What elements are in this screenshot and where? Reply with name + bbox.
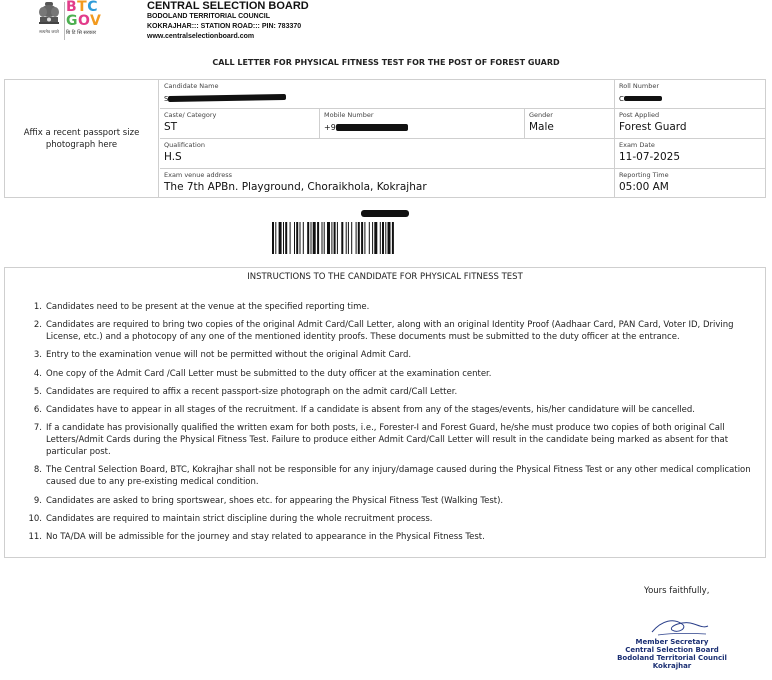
barcode-bar	[369, 222, 370, 254]
logo-divider	[64, 2, 65, 40]
instruction-number: 11.	[28, 531, 42, 542]
barcode-number-redacted	[361, 210, 409, 217]
venue-cell	[160, 169, 615, 197]
instruction-text: The Central Selection Board, BTC, Kokrajhar shall not be responsible for any injury/damage caused during the Physical Fitness Test or any other medical complication caused due to any pre-existing medical condition.	[46, 465, 751, 488]
caste-value: ST	[164, 121, 178, 133]
instruction-text: Candidates have to appear in all stages of the recruitment. If a candidate is absent from any of the stages/events, his/her candidature will be cancelled.	[46, 404, 695, 415]
instruction-text: No TA/DA will be admissible for the journey and stay related to appearance in the Physical Fitness Test.	[46, 531, 485, 542]
instruction-item	[5, 422, 765, 458]
mobile-value	[324, 121, 520, 134]
stamp-board: Central Selection Board	[625, 646, 719, 654]
emblem-caption: सत्यमेव जयते	[39, 29, 59, 34]
reporting-time-cell	[615, 169, 766, 197]
barcode-bar	[382, 222, 384, 254]
redaction-mark	[168, 94, 286, 102]
instruction-item	[5, 404, 765, 416]
logo-gov-text	[66, 14, 101, 28]
stamp-designation: Member Secretary	[635, 638, 709, 646]
instructions-title: INSTRUCTIONS TO THE CANDIDATE FOR PHYSICAL FITNESS TEST	[247, 272, 523, 282]
instruction-text: Entry to the examination venue will not be permitted without the original Admit Card.	[46, 350, 412, 361]
barcode-bar	[374, 222, 377, 254]
qualification-label: Qualification	[164, 141, 205, 149]
instructions-panel	[4, 267, 766, 558]
barcode-bar	[372, 222, 373, 254]
logo-letter: O	[78, 13, 91, 29]
instruction-item	[5, 301, 765, 313]
qualification-cell	[160, 139, 615, 169]
barcode-bar	[313, 222, 316, 254]
redaction-mark	[624, 96, 662, 101]
instruction-item	[5, 513, 765, 525]
caste-cell	[160, 109, 320, 139]
barcode-bar	[392, 222, 394, 254]
candidate-name-text: S	[164, 95, 169, 103]
instructions-list	[5, 301, 765, 549]
instruction-text: Candidates are required to affix a recent passport-size photograph on the admit card/Call Letter.	[46, 386, 458, 397]
candidate-name-value	[164, 92, 610, 106]
barcode-bar	[296, 222, 298, 254]
barcode-bar	[380, 222, 381, 254]
venue-label: Exam venue address	[164, 171, 233, 179]
barcode-bar	[327, 222, 330, 254]
instruction-number: 4.	[33, 368, 42, 379]
reporting-time-label: Reporting Time	[619, 171, 669, 179]
organization-council: BODOLAND TERRITORIAL COUNCIL	[147, 13, 271, 20]
barcode-bar	[358, 222, 360, 254]
barcode-bar	[300, 222, 301, 254]
roll-number-text: C	[619, 95, 624, 103]
redaction-mark	[336, 124, 408, 131]
barcode-bar	[275, 222, 276, 254]
instruction-item	[5, 319, 765, 343]
stamp-place: Kokrajhar	[652, 662, 692, 670]
barcode-bar	[334, 222, 336, 254]
barcode-bar	[311, 222, 312, 254]
instruction-text: Candidates are required to bring two copies of the original Admit Card/Call Letter, along with an original Identity Proof (Aadhaar Card, PAN Card, Voter ID, Driving License, etc.) and a photocopy of any one of the mentioned identity proofs. These documents must be submitted to the duty officer at the entrance.	[46, 320, 734, 343]
roll-number-cell	[615, 80, 766, 109]
instruction-item	[5, 531, 765, 543]
barcode-bar	[290, 222, 291, 254]
mobile-label: Mobile Number	[324, 111, 374, 119]
barcode-bar	[348, 222, 349, 254]
barcode-bar	[388, 222, 391, 254]
exam-date-label: Exam Date	[619, 141, 655, 149]
photo-placeholder: Affix a recent passport size photograph here	[5, 80, 159, 197]
logo-letter: G	[66, 13, 78, 29]
barcode-bar	[307, 222, 309, 254]
logo-subtext: बि टि सि सरकार	[66, 30, 97, 36]
gender-label: Gender	[529, 111, 553, 119]
mobile-cell	[320, 109, 525, 139]
barcode-bar	[279, 222, 282, 254]
instruction-number: 6.	[33, 404, 42, 415]
signature-stamp	[604, 614, 740, 676]
barcode-bar	[303, 222, 304, 254]
instruction-item	[5, 386, 765, 398]
instruction-number: 2.	[33, 320, 42, 331]
instruction-text: Candidates need to be present at the venue at the specified reporting time.	[46, 302, 370, 312]
gender-cell	[525, 109, 615, 139]
instruction-item	[5, 464, 765, 488]
btc-gov-logo	[66, 2, 146, 40]
post-applied-label: Post Applied	[619, 111, 660, 119]
logo-letter: T	[77, 0, 88, 15]
barcode-bar	[341, 222, 343, 254]
barcode-bar	[322, 222, 323, 254]
candidate-name-label: Candidate Name	[164, 82, 219, 90]
barcode-bar	[356, 222, 357, 254]
instruction-text: One copy of the Admit Card /Call Letter must be submitted to the duty officer at the examination center.	[46, 368, 492, 379]
letterhead	[36, 0, 436, 46]
organization-block	[147, 0, 309, 42]
candidate-details-table	[4, 79, 766, 198]
instruction-number: 10.	[28, 513, 42, 524]
call-letter-title: CALL LETTER FOR PHYSICAL FITNESS TEST FOR THE POST OF FOREST GUARD	[212, 58, 560, 67]
barcode-image	[272, 222, 496, 254]
logo-btc-text	[66, 0, 98, 14]
signature-icon	[648, 614, 712, 638]
candidate-name-cell	[160, 80, 615, 109]
exam-date-value: 11-07-2025	[619, 151, 681, 163]
national-emblem-icon	[36, 0, 62, 38]
roll-number-label: Roll Number	[619, 82, 659, 90]
reporting-time-value: 05:00 AM	[619, 181, 669, 193]
logo-letter: B	[66, 0, 78, 15]
organization-address: KOKRAJHAR::: STATION ROAD::: PIN: 783370	[147, 23, 302, 30]
instruction-number: 8.	[33, 465, 42, 476]
barcode-bar	[294, 222, 295, 254]
instruction-item	[5, 495, 765, 507]
roll-number-value	[619, 92, 762, 106]
instruction-number: 5.	[33, 386, 42, 397]
organization-website: www.centralselectionboard.com	[147, 33, 255, 40]
venue-value: The 7th APBn. Playground, Choraikhola, Kokrajhar	[164, 181, 427, 193]
barcode-bar	[324, 222, 325, 254]
barcode-bar	[364, 222, 365, 254]
instruction-number: 7.	[33, 423, 42, 434]
mobile-text: +9	[324, 123, 336, 132]
instruction-text: Candidates are asked to bring sportswear, shoes etc. for appearing the Physical Fitness Test (Walking Test).	[46, 495, 504, 506]
logo-letter: C	[87, 0, 99, 15]
barcode-bar	[283, 222, 284, 254]
barcode-bar	[331, 222, 332, 254]
qualification-value: H.S	[164, 151, 182, 163]
instruction-number: 1.	[33, 302, 42, 312]
instruction-text: If a candidate has provisionally qualified the written exam for both posts, i.e., Forester-I and Forest Guard, he/she must produce two copies of both original Call Letters/Admit Cards during the Physical Fitness Test. Failure to produce either Admit Card/Call Letter will result in the candidate being marked as absent for that particular post.	[46, 423, 729, 458]
barcode-bar	[317, 222, 319, 254]
barcode-bar	[337, 222, 338, 254]
barcode-bar	[361, 222, 363, 254]
gender-value: Male	[529, 121, 554, 133]
caste-label: Caste/ Category	[164, 111, 217, 119]
logo-letter: V	[90, 13, 102, 29]
barcode-bar	[385, 222, 386, 254]
barcode-bar	[285, 222, 287, 254]
instruction-text: Candidates are required to maintain strict discipline during the whole recruitment process.	[46, 513, 433, 524]
stamp-council: Bodoland Territorial Council	[617, 654, 727, 662]
instruction-item	[5, 368, 765, 380]
barcode-bar	[346, 222, 347, 254]
post-applied-cell	[615, 109, 766, 139]
instruction-number: 9.	[33, 495, 42, 506]
instruction-number: 3.	[33, 350, 42, 361]
exam-date-cell	[615, 139, 766, 169]
barcode-bar	[272, 222, 274, 254]
closing-text: Yours faithfully,	[644, 586, 710, 596]
post-applied-value: Forest Guard	[619, 121, 687, 133]
instruction-item	[5, 349, 765, 361]
organization-title: CENTRAL SELECTION BOARD	[147, 0, 309, 12]
barcode-bar	[351, 222, 352, 254]
